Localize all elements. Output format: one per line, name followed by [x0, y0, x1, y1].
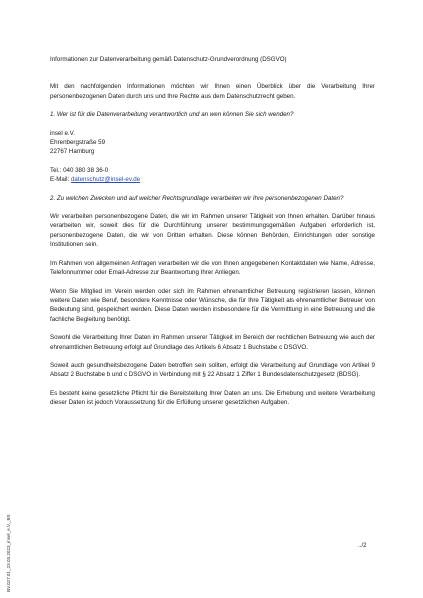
- paragraph-2: Im Rahmen von allgemeinen Anfragen verarbeiten wir die von Ihnen angegebenen Kontaktdaten wie Name, Adresse, Telefonnummer oder Email-Adresse zur Beantwortung Ihrer Anliegen.: [50, 259, 375, 277]
- page-number: ../2: [358, 542, 367, 549]
- email-label: E-Mail:: [50, 176, 71, 184]
- paragraph-4: Sowohl die Verarbeitung Ihrer Daten im Rahmen unserer Tätigkeit im Bereich der rechtlichen Betreuung wie auch der ehrenamtlichen Betreuung erfolgt auf Grundlage des Artikels 6 Absatz 1 Buchstabe c DSGVO.: [50, 334, 375, 351]
- intro-paragraph: Mit den nachfolgenden Informationen möchten wir Ihnen einen Überblick über die Verarbeitung Ihrer personenbezogenen Daten durch uns und Ihre Rechte aus dem Datenschutzrecht geben.: [50, 83, 375, 100]
- contact-block: [50, 166, 375, 185]
- address-street: Ehrenbergstraße 59: [50, 139, 106, 147]
- section-1-heading: 1. Wer ist für die Datenverarbeitung verantwortlich und an wen können Sie sich wenden?: [50, 111, 294, 119]
- document-code: BV.027.01_23.03.2023_insel_e.V._BS: [6, 514, 11, 592]
- email-link[interactable]: datenschutz@insel-ev.de: [70, 176, 141, 184]
- section-2-heading: 2. Zu welchen Zwecken und auf welcher Rechtsgrundlage verarbeiten wir Ihre personenbezogenen Daten?: [50, 194, 344, 202]
- email-line: [50, 175, 375, 184]
- paragraph-3: Wenn Sie Mitglied im Verein werden oder sich im Rahmen ehrenamtlicher Betreuung registrieren lassen, können weitere Daten wie Beruf, besondere Kenntnisse oder Wünsche, die für Ihre Tätigkeit als ehrenamtlicher Betreuer von Bedeutung sind, gespeichert werden. Diese Daten werden insbesondere für die Vermittlung in eine Betreuung und die fachliche Begleitung benötigt.: [50, 287, 375, 323]
- address-block: [50, 129, 375, 157]
- document-title: Informationen zur Datenverarbeitung gemäß Datenschutz-Grundverordnung (DSGVO): [50, 56, 287, 63]
- address-city: 22767 Hamburg: [50, 148, 95, 156]
- address-org: insel e.V.: [50, 129, 75, 137]
- document-body: [50, 55, 375, 408]
- paragraph-5: Soweit auch gesundheitsbezogene Daten betroffen sein sollten, erfolgt die Verarbeitung auf Grundlage von Artikel 9 Absatz 2 Buchstabe b und c DSGVO in Verbindung mit § 22 Absatz 1 Ziffer 1 Bundesdatenschutzgesetz (BDSG).: [50, 361, 375, 379]
- phone-number: Tel.: 040 380 38 36-0: [50, 166, 109, 174]
- paragraph-1: Wir verarbeiten personenbezogene Daten, die wir im Rahmen unserer Tätigkeit von Ihnen erhalten. Darüber hinaus verarbeiten wir, soweit dies für die Durchführung unserer bestimmungsgemäßen Aufgaben erforderlich ist, personenbezogene Daten, die wir von Dritten erhalten. Diese können Behörden, Einrichtungen oder sonstige Institutionen sein.: [50, 213, 375, 249]
- paragraph-6: Es besteht keine gesetzliche Pflicht für die Bereitstellung Ihrer Daten an uns. Die Erhebung und weitere Verarbeitung dieser Daten ist jedoch Voraussetzung für die Erfüllung unserer gesetzlichen Aufgaben.: [50, 389, 375, 407]
